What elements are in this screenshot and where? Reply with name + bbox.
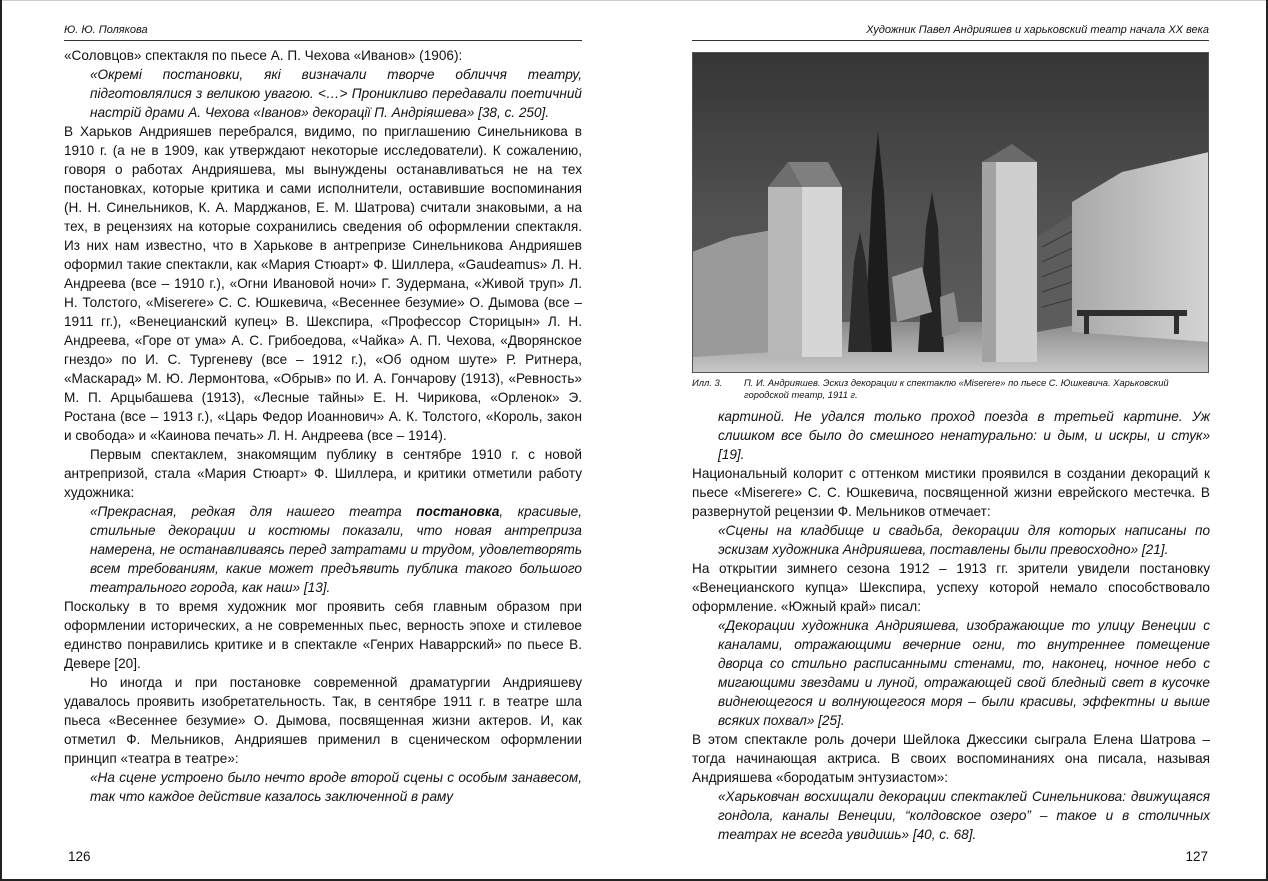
figure-label: Илл. 3.: [692, 377, 723, 388]
paragraph: Поскольку в то время художник мог проявить себя главным образом при оформлении исторических, а не современных пьес, верность эпохе и стилевое единство понравились критике и в спектакле «Генрих Наваррский» по пьесе В. Девере [20].: [64, 599, 582, 671]
left-page-text: [64, 46, 582, 806]
running-head-title: Художник Павел Андрияшев и харьковский театр начала ХХ века: [692, 23, 1209, 41]
figure-caption-text: П. И. Андрияшев. Эскиз декорации к спектаклю «Miserere» по пьесе С. Юшкевича. Харьковский городской театр, 1911 г.: [744, 377, 1169, 400]
quote-paragraph: «Сцены на кладбище и свадьба, декорации для которых написаны по эскизам художника Андрияшева, поставлены были превосходно» [21].: [718, 523, 1210, 557]
indented-paragraph: Первым спектаклем, знакомящим публику в сентябре 1910 г. с новой антрепризой, стала «Мария Стюарт» Ф. Шиллера, и критики отметили работу художника:: [64, 447, 582, 500]
paragraph: «Соловцов» спектакля по пьесе А. П. Чехова «Иванов» (1906):: [64, 48, 463, 63]
quote-part: , красивые, стильные декорации и костюмы показали, что новая антреприза намерена, не останавливаясь перед затратами и трудом, удовлетворять всем требованиям, какие может предъявить публика такого большого театрального города, как наш» [13].: [90, 504, 582, 595]
quote-paragraph: «Окремі постановки, які визначали творче обличчя театру, підготовлялися з великою увагою. <…> Проникливо передавали поетичний настрій драми А. Чехова «Іванов» декорації П. Андріяшева» [38, с. 250].: [90, 67, 582, 120]
page-number: 126: [68, 849, 91, 864]
figure-caption: [692, 377, 1209, 401]
quote-paragraph: «Декорации художника Андрияшева, изображающие то улицу Венеции с каналами, отражающими вечерние огни, то внутреннее помещение дворца со стильно расписанными стенами, то, наконец, ночное небо с мигающими звездами и луной, отражающей свой бледный свет в кусочке виднеющегося и волнующегося моря – были красивы, эффектны и выше всяких похвал» [25].: [718, 618, 1210, 728]
emphasized-word: постановка: [416, 504, 500, 519]
paragraph: В Харьков Андрияшев перебрался, видимо, по приглашению Синельникова в 1910 г. (а не в 1909, как утверждают некоторые исследователи). К сожалению, говоря о работах Андрияшева, мы вынуждены останавливаться не на тех постановках, которые критика и сами исполнители, оставившие воспоминания (Н. Н. Синельников, К. А. Марджанов, Е. М. Шатрова) считали знаковыми, а на тех, в рецензиях на которые сохранились сведения об оформлении спектакля. Из них нам известно, что в Харькове в антрепризе Синельникова Андрияшев оформил такие спектакли, как «Мария Стюарт» Ф. Шиллера, «Gaudeamus» Л. Н. Андреева (все – 1910 г.), «Огни Ивановой ночи» Г. Зудермана, «Живой труп» Л. Н. Толстого, «Miserere» С. С. Юшкевича, «Весеннее безумие» О. Дымова (все – 1911 гг.), «Венецианский купец» В. Шекспира, «Профессор Сторицын» Л. Н. Андреева, «Горе от ума» А. С. Грибоедова, «Чайка» А. П. Чехова, «Дворянское гнездо» по И. С. Тургеневу (все – 1912 г.), «Об одном шуте» Р. Ритнера, «Маскарад» М. Ю. Лермонтова, «Обрыв» по И. А. Гончарову (1913), «Ревность» М. П. Арцыбашева (1913), «Лесные тайны» Е. Н. Чирикова, «Орленок» Э. Ростана (все – 1913 г.), «Царь Федор Иоаннович» А. К. Толстого, «Король, закон и свобода» и «Каинова печать» Л. Н. Андреева (все – 1914).: [64, 124, 582, 443]
illustration-sketch: [692, 52, 1209, 373]
paragraph: Национальный колорит с оттенком мистики проявился в создании декораций к пьесе «Miserere» С. С. Юшкевича, посвященной жизни еврейского местечка. В развернутой рецензии Ф. Мельников отмечает:: [692, 466, 1210, 519]
quote-part: «Прекрасная, редкая для нашего театра: [90, 504, 417, 519]
running-head-author: Ю. Ю. Полякова: [64, 23, 582, 41]
quote-paragraph: [64, 502, 582, 597]
stage-design-illustration: [692, 52, 1209, 373]
quote-paragraph: «На сцене устроено было нечто вроде второй сцены с особым занавесом, так что каждое действие казалось заключенной в раму: [90, 770, 582, 804]
quote-paragraph: картиной. Не удался только проход поезда в третьей картине. Уж слишком все было до смешного ненатурально: и дым, и искры, и стук» [19].: [718, 409, 1210, 462]
paragraph: На открытии зимнего сезона 1912 – 1913 гг. зрители увидели постановку «Венецианского купца» Шекспира, успеху которой немало способствовало оформление. «Южный край» писал:: [692, 561, 1210, 614]
quote-paragraph: «Харьковчан восхищали декорации спектаклей Синельникова: движущаяся гондола, каналы Венеции, “колдовское озеро” – такое и в столичных театрах не всегда увидишь» [40, с. 68].: [718, 789, 1210, 842]
right-page-text: [692, 407, 1210, 844]
indented-paragraph: Но иногда и при постановке современной драматургии Андрияшеву удавалось проявить изобретательность. Так, в сентябре 1911 г. в театре шла пьеса «Весеннее безумие» О. Дымова, посвященная жизни актеров. И, как отметил Ф. Мельников, Андрияшев применил в сценическом оформлении принцип «театра в театре»:: [64, 675, 582, 766]
page-number: 127: [1185, 849, 1208, 864]
paragraph: В этом спектакле роль дочери Шейлока Джессики сыграла Елена Шатрова – тогда начинающая актриса. В своих воспоминаниях она писала, называя Андрияшева «бородатым энтузиастом»:: [692, 732, 1210, 785]
right-page: [634, 0, 1268, 881]
